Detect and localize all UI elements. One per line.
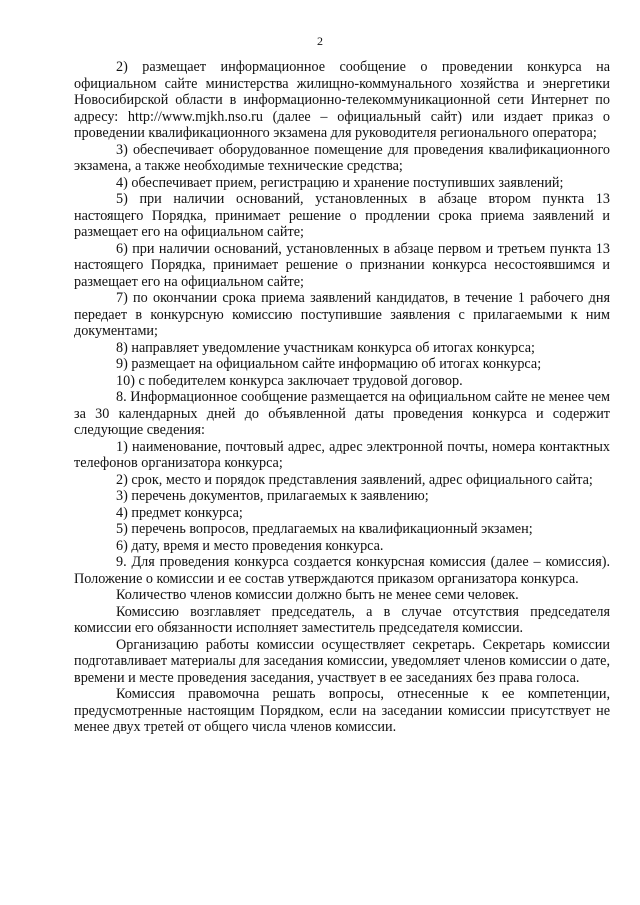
document-body bbox=[74, 59, 610, 736]
paragraph: 2) срок, место и порядок представления заявлений, адрес официального сайта; bbox=[116, 471, 593, 488]
paragraph: 5) перечень вопросов, предлагаемых на квалификационный экзамен; bbox=[116, 521, 533, 537]
paragraph: 8. Информационное сообщение размещается на официальном сайте не менее чем за 30 календарных дней до объявленной даты проведения конкурса и содержит следующие сведения: bbox=[74, 389, 610, 438]
paragraph: 8) направляет уведомление участникам конкурса об итогах конкурса; bbox=[116, 339, 535, 356]
paragraph: 9) размещает на официальном сайте информацию об итогах конкурса; bbox=[116, 356, 542, 372]
paragraph: 3) перечень документов, прилагаемых к заявлению; bbox=[116, 488, 429, 504]
paragraph: Количество членов комиссии должно быть не менее семи человек. bbox=[116, 587, 519, 603]
paragraph: 7) по окончании срока приема заявлений кандидатов, в течение 1 рабочего дня передает в конкурсную комиссию поступившие заявления с прилагаемыми к ним документами; bbox=[74, 290, 610, 339]
paragraph: Организацию работы комиссии осуществляет секретарь. Секретарь комиссии подготавливает материалы для заседания комиссии, уведомляет членов комиссии о дате, времени и месте проведения заседания, участвует в ее заседаниях без права голоса. bbox=[74, 636, 610, 686]
paragraph: 10) с победителем конкурса заключает трудовой договор. bbox=[116, 372, 463, 389]
paragraph: 9. Для проведения конкурса создается конкурсная комиссия (далее – комиссия). Положение о комиссии и ее состав утверждаются приказом организатора конкурса. bbox=[74, 554, 610, 587]
paragraph: 2) размещает информационное сообщение о проведении конкурса на официальном сайте министерства жилищно-коммунального хозяйства и энергетики Новосибирской области в информационно-телекоммуникационной сети Интернет по адресу: http://www.mjkh.nso.ru (далее – официальный сайт) или издает приказ о проведении квалификационного экзамена для руководителя регионального оператора; bbox=[74, 59, 610, 141]
paragraph: 6) при наличии оснований, установленных в абзаце первом и третьем пункта 13 настоящего Порядка, принимает решение о признании конкурса несостоявшимся и размещает его на официальном сайте; bbox=[74, 240, 610, 290]
paragraph: Комиссию возглавляет председатель, а в случае отсутствия председателя комиссии его обязанности исполняет заместитель председателя комиссии. bbox=[74, 603, 610, 636]
paragraph: 1) наименование, почтовый адрес, адрес электронной почты, номера контактных телефонов организатора конкурса; bbox=[74, 438, 610, 471]
paragraph: 3) обеспечивает оборудованное помещение для проведения квалификационного экзамена, а также необходимые технические средства; bbox=[74, 141, 610, 174]
paragraph: 4) обеспечивает прием, регистрацию и хранение поступивших заявлений; bbox=[116, 174, 564, 191]
page-number: 2 bbox=[317, 34, 323, 48]
paragraph: Комиссия правомочна решать вопросы, отнесенные к ее компетенции, предусмотренные настоящим Порядком, если на заседании комиссии присутствует не менее двух третей от общего числа членов комиссии. bbox=[74, 686, 610, 735]
paragraph: 5) при наличии оснований, установленных в абзаце втором пункта 13 настоящего Порядка, принимает решение о продлении срока приема заявлений и размещает его на официальном сайте; bbox=[74, 191, 610, 240]
paragraph: 4) предмет конкурса; bbox=[116, 504, 243, 521]
paragraph: 6) дату, время и место проведения конкурса. bbox=[116, 537, 384, 554]
